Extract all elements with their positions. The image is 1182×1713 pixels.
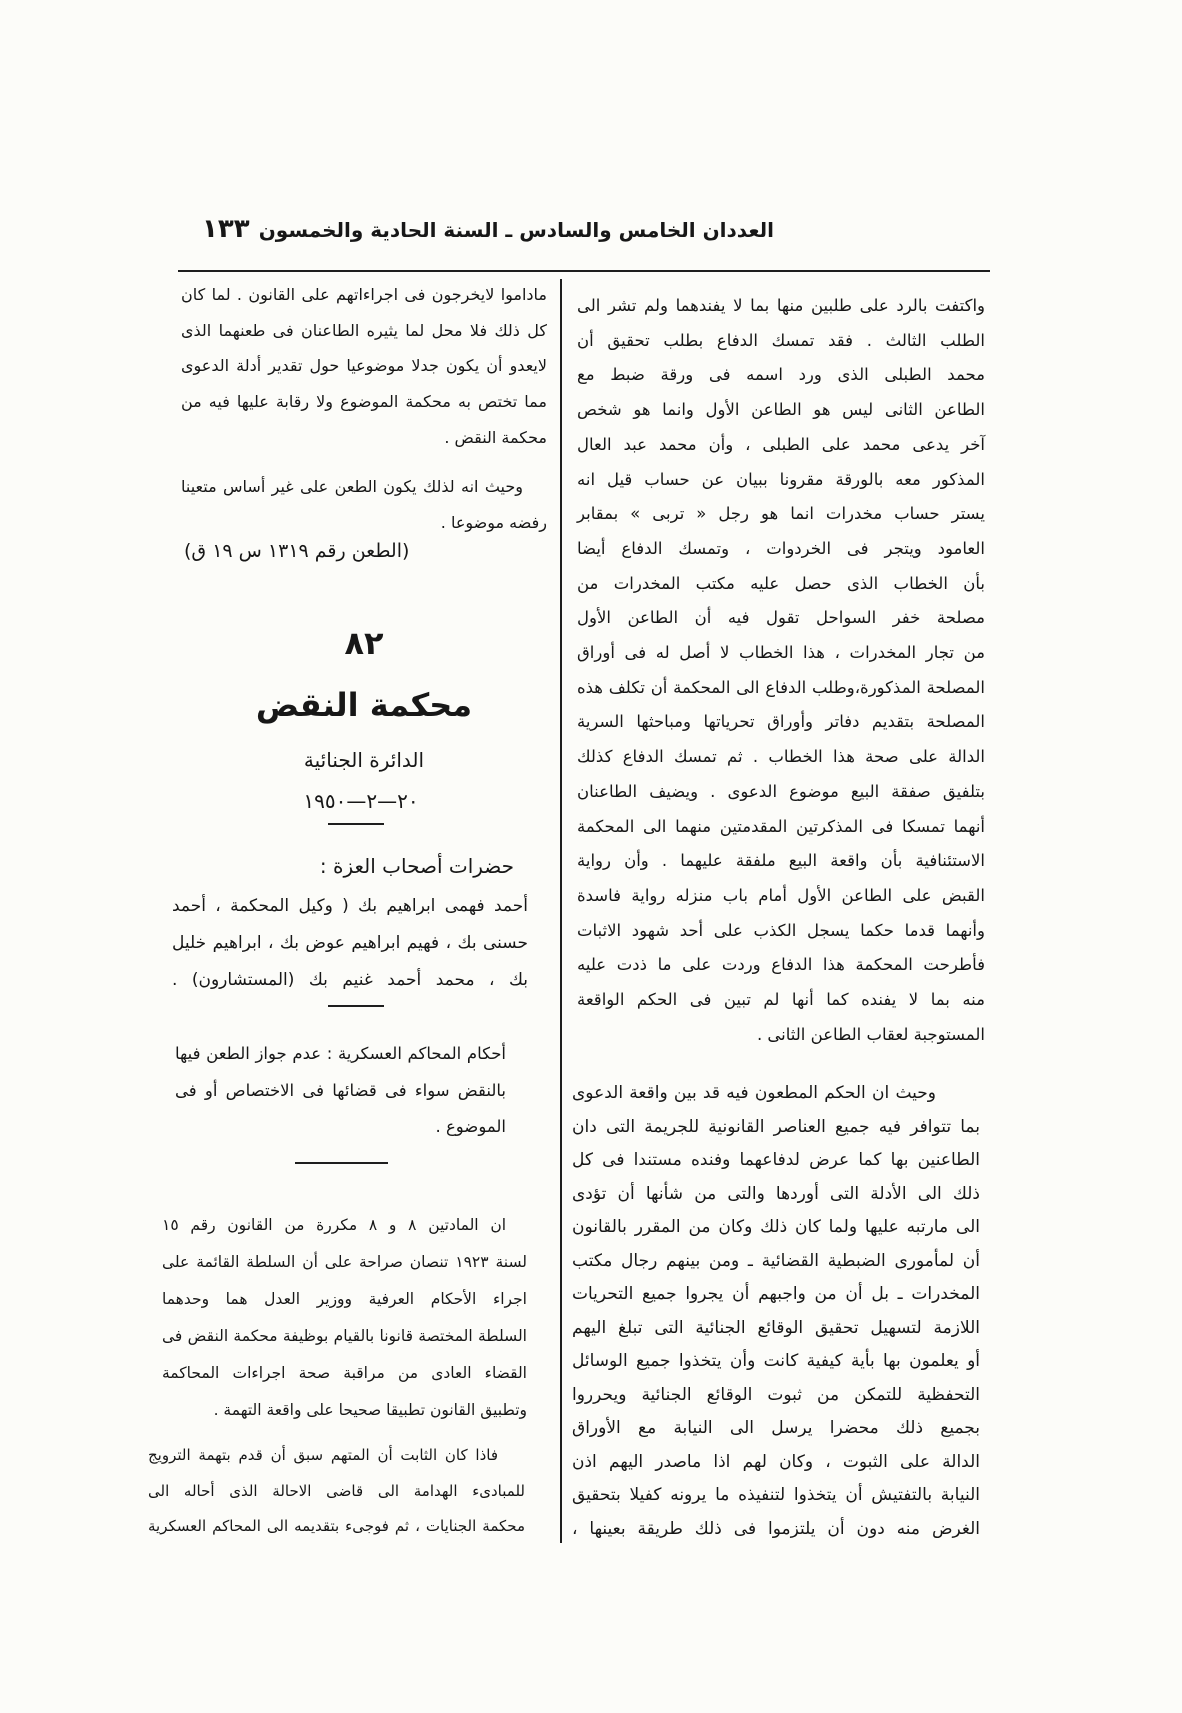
text-line: القبض على الطاعن الأول أمام باب منزله رواية فاسدة	[577, 885, 985, 905]
text-line: السلطة المختصة قانونا بالقيام بوظيفة محكمة النقض فى	[162, 1327, 527, 1345]
text-line: العامود ويتجر فى الخردوات ، وتمسك الدفاع أيضا	[577, 538, 985, 558]
text-line: حسنى بك ، فهيم ابراهيم عوض بك ، ابراهيم خليل	[172, 933, 528, 953]
text-line: آخر يدعى محمد على الطبلى ، وأن محمد عبد العال	[577, 434, 985, 454]
text-line: لايعدو أن يكون جدلا موضوعيا حول تقدير أدلة الدعوى	[181, 356, 547, 376]
text-line: مما تختص به محكمة الموضوع ولا رقابة عليها فيه من	[181, 392, 547, 412]
case-number: ٨٢	[344, 624, 384, 662]
text-line: يستر حساب مخدرات انما هو رجل « تربى » بمقابر	[577, 504, 985, 524]
text-line: اجراء الأحكام العرفية ووزير العدل هما وحدهما	[162, 1290, 527, 1308]
column-divider	[560, 279, 562, 1543]
section-rule	[328, 823, 384, 825]
section-rule	[295, 1162, 388, 1164]
text-line: مصلحة خفر السواحل تقول فيه أن الطاعن الأول	[577, 608, 985, 628]
text-line: أنهما تمسكا فى المذكرتين المقدمتين منهما الى المحكمة	[577, 816, 985, 836]
text-line: محكمة النقض .	[444, 427, 547, 447]
text-line: الطلب الثالث . فقد تمسك الدفاع بطلب تحقيق أن	[577, 330, 985, 350]
text-line: الموضوع .	[435, 1117, 506, 1136]
header-title: العددان الخامس والسادس ـ السنة الحادية والخمسون	[258, 218, 774, 242]
legal-principle-1	[162, 1207, 527, 1429]
text-line: بالنقض سواء فى قضائها فى الاختصاص أو فى	[175, 1080, 506, 1100]
text-line: المخدرات ـ بل أن من واجبهم أن يجروا جميع التحريات	[572, 1284, 980, 1304]
text-line: واكتفت بالرد على طلبين منها بما لا يفندهما ولم تشر الى	[577, 296, 985, 315]
text-line: القضاء العادى من مراقبة صحة اجراءات المحاكمة	[162, 1364, 527, 1382]
section-rule	[328, 1005, 384, 1007]
text-line: محكمة الجنايات ، ثم فوجىء بتقديمه الى المحاكم العسكرية	[148, 1517, 525, 1535]
text-line: أحمد فهمى ابراهيم بك ( وكيل المحكمة ، أحمد	[172, 896, 528, 916]
circuit-label: الدائرة الجنائية	[303, 748, 425, 772]
text-line: كل ذلك فلا محل لما يثيره الطاعنان فى طعنهما الذى	[181, 320, 547, 340]
text-line: بما تتوافر فيه جميع العناصر القانونية للجريمة التى دان	[572, 1116, 980, 1137]
text-line: المستوجبة لعقاب الطاعن الثانى .	[756, 1024, 985, 1044]
text-line: الدالة على الثبوت ، وكان لهم اذا ماصدر اليهم اذن	[572, 1451, 980, 1472]
text-line: رفضه موضوعا .	[440, 513, 547, 532]
headnote	[175, 1036, 506, 1146]
text-line: الطاعنين بها كما عرض لدفاعهما وفنده مستندا فى كل	[572, 1150, 980, 1170]
court-heading: محكمة النقض	[255, 686, 473, 724]
text-line: لسنة ١٩٢٣ تنصان صراحة على أن السلطة القائمة على	[162, 1253, 528, 1271]
page-number: ١٣٣	[202, 214, 250, 244]
text-line: بتلفيق صفقة البيع موضوع الدعوى . ويضيف الطاعنان	[577, 781, 985, 801]
text-line: للمبادىء الهدامة الى قاضى الاحالة الذى أحاله الى	[148, 1481, 525, 1500]
text-line: الى مارتبه عليها ولما كان ذلك وكان من المقرر بالقانون	[572, 1217, 980, 1237]
text-line: وتطبيق القانون تطبيقا صحيحا على واقعة التهمة .	[213, 1401, 527, 1419]
text-line: ذلك الى الأدلة التى أوردها والتى من شأنها أن تؤدى	[572, 1183, 980, 1204]
text-line: ان المادتين ٨ و ٨ مكررة من القانون رقم ١٥	[162, 1216, 507, 1234]
text-line: فأطرحت المحكمة هذا الدفاع وردت على ما ذدت عليه	[577, 955, 985, 975]
bench-heading: حضرات أصحاب العزة :	[319, 854, 514, 878]
left-continuation	[181, 277, 547, 456]
right-paragraph-2	[572, 1077, 980, 1546]
text-line: أحكام المحاكم العسكرية : عدم جواز الطعن فيها	[175, 1044, 506, 1063]
judgment-date: ٢٠—٢—١٩٥٠	[303, 789, 419, 813]
text-line: الطاعن الثانى ليس هو الطاعن الأول وانما هو شخص	[577, 400, 985, 420]
text-line: اللازمة لتسهيل تحقيق الوقائع الجنائية التى تبلغ اليهم	[572, 1317, 980, 1338]
text-line: وحيث انه لذلك يكون الطعن على غير أساس متعينا	[181, 477, 523, 496]
case-citation: (الطعن رقم ١٣١٩ س ١٩ ق)	[184, 540, 410, 562]
left-conclusion	[181, 469, 547, 541]
text-line: بك ، محمد أحمد غنيم بك (المستشارون) .	[172, 970, 528, 990]
text-line: بجميع ذلك محضرا يرسل الى النيابة مع الأوراق	[572, 1418, 980, 1438]
text-line: وأنهما قدما حكما يسجل الكذب على أحد شهود الاثبات	[577, 920, 985, 940]
text-line: النيابة بالتفتيش أن يتخذوا لتنفيذه ما يرونه كفيلا بتحقيق	[572, 1485, 980, 1505]
text-line: منه بما لا يفنده كما أنها لم تبين فى الحكم الواقعة	[577, 990, 985, 1010]
text-line: الغرض منه دون أن يلتزموا فى ذلك طريقة بعينها ،	[572, 1518, 980, 1539]
text-line: الدالة على صحة هذا الخطاب . ثم تمسك الدفاع كذلك	[577, 747, 985, 767]
text-line: ماداموا لايخرجون فى اجراءاتهم على القانون . لما كان	[181, 285, 547, 304]
text-line: وحيث ان الحكم المطعون فيه قد بين واقعة الدعوى	[572, 1083, 936, 1103]
text-line: الاستئنافية بأن واقعة البيع ملفقة عليهما . وأن رواية	[577, 851, 985, 871]
text-line: أو يعلمون بها بأية كيفية كانت وأن يتخذوا جميع الوسائل	[572, 1351, 980, 1371]
text-line: من تجار المخدرات ، هذا الخطاب لا أصل له فى أوراق	[577, 643, 985, 663]
text-line: المذكور معه بالورقة مقرونا ببيان عن حساب قيل انه	[577, 469, 985, 489]
text-line: المصلحة بتقديم دفاتر وأوراق تحرياتها ومباحثها السرية	[577, 712, 985, 732]
bench-members	[172, 888, 528, 999]
header-rule	[178, 270, 990, 272]
text-line: المصلحة المذكورة،وطلب الدفاع الى المحكمة أن تكلف هذه	[577, 677, 985, 697]
right-paragraph-1	[577, 289, 985, 1052]
text-line: التحفظية للتمكن من ثبوت الوقائع الجنائية ويحرروا	[572, 1384, 980, 1405]
text-line: فاذا كان الثابت أن المتهم سبق أن قدم بتهمة الترويج	[148, 1446, 498, 1464]
text-line: محمد الطبلى الذى ورد اسمه فى ورقة ضبط مع	[577, 365, 985, 385]
text-line: أن لمأمورى الضبطية القضائية ـ ومن بينهم رجال مكتب	[572, 1250, 980, 1271]
text-line: بأن الخطاب الذى حصل عليه مكتب المخدرات من	[577, 573, 985, 593]
legal-principle-2	[148, 1438, 525, 1545]
